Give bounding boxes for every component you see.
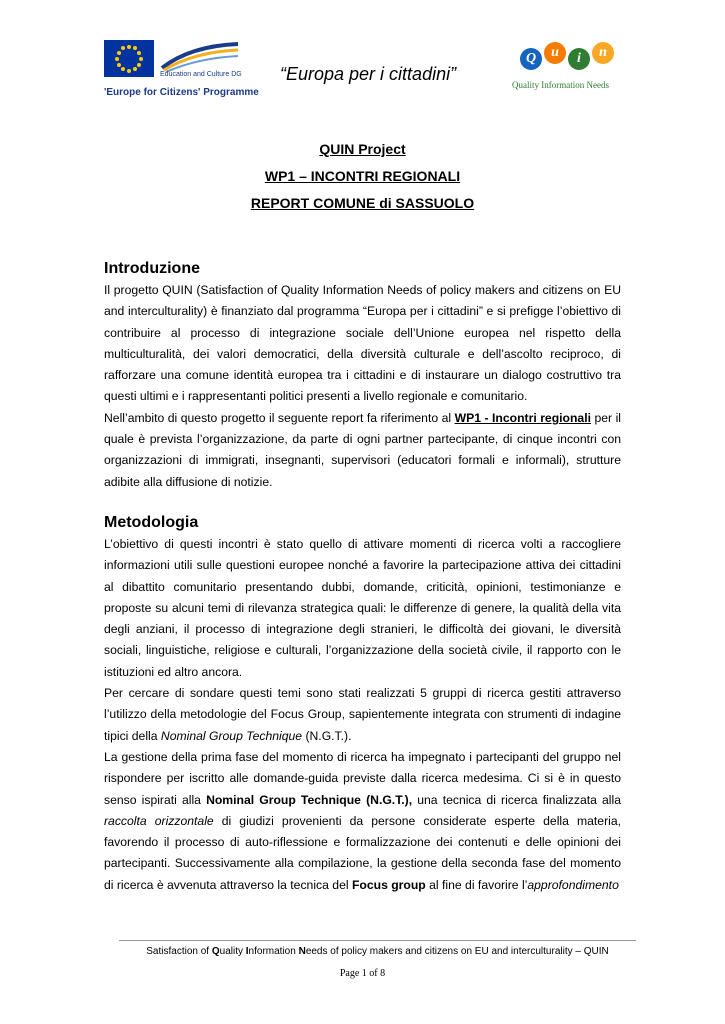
- page-header: [0, 0, 725, 110]
- eu-star-icon: [139, 57, 143, 61]
- eu-star-icon: [137, 51, 141, 55]
- eu-star-icon: [127, 45, 131, 49]
- title-line-3: REPORT COMUNE di SASSUOLO: [250, 195, 475, 211]
- footer-q: Q: [211, 946, 220, 957]
- method-p2-text-b: (N.G.T.).: [302, 728, 352, 743]
- eu-star-icon: [115, 57, 119, 61]
- eu-star-icon: [127, 69, 131, 73]
- footer-text-b: uality: [219, 946, 246, 957]
- quin-letter-u: u: [544, 42, 566, 64]
- method-p2-emphasis: Nominal Group Technique: [160, 728, 303, 743]
- method-heading: Metodologia: [104, 513, 199, 531]
- eu-dg-label: Education and Culture DG: [160, 71, 242, 78]
- method-paragraph-2: [104, 683, 621, 747]
- method-p3-text-a: La gestione della prima fase del momento di ricerca ha impegnato i partecipanti del gruppo nel rispondere per iscritto alle domande-guida previste dalla ricerca medesima. Ci si è in questo senso ispirati alla: [104, 749, 621, 807]
- intro-paragraph-2: [104, 408, 621, 493]
- document-body: [104, 258, 621, 896]
- education-culture-swoosh-icon: [160, 42, 240, 72]
- page-footer: [119, 940, 636, 957]
- method-p3-text-c: di giudizi provenienti da persone considerate esperte della materia, favorendo il processo di auto-riflessione e formalizzazione dei contenuti e delle opinioni dei partecipanti. Successivamente alla compilazione, la gestione della seconda fase del momento di ricerca è avvenuta attraverso la tecnica del: [104, 813, 621, 892]
- footer-text-a: Satisfaction of: [146, 946, 212, 957]
- eu-star-icon: [117, 51, 121, 55]
- document-title: [0, 136, 725, 217]
- eu-programme-label: 'Europe for Citizens' Programme: [104, 87, 259, 98]
- intro-p2-text-a: Nell’ambito di questo progetto il seguente report fa riferimento al: [104, 410, 455, 425]
- quin-tagline: Quality Information Needs: [512, 80, 609, 90]
- method-p3-strong: Nominal Group Technique (N.G.T.),: [206, 792, 413, 807]
- title-line-2: WP1 – INCONTRI REGIONALI: [264, 168, 461, 184]
- footer-text-d: eeds of policy makers and citizens on EU and interculturality – QUIN: [305, 946, 609, 957]
- method-p3-strong-2: Focus group: [351, 877, 426, 892]
- header-title: “Europa per i cittadini”: [280, 64, 457, 84]
- method-paragraph-1: L’obiettivo di questi incontri è stato quello di attivare momenti di ricerca volti a raccogliere informazioni utili sulle questioni europee nonché a favorire la partecipazione attiva dei cittadini al dibattito comunitario presentando dubbi, domande, criticità, opinioni, testimonianze e proposte su alcuni temi di rilevanza strategica quali: le differenze di genere, la qualità della vita degli anziani, il processo di integrazione degli stranieri, le difficoltà dei giovani, le diversità sociali, linguistiche, religiose e culturali, l’organizzazione della società civile, il rapporto con le istituzioni ed altro ancora.: [104, 536, 621, 679]
- intro-p2-text-b: per il quale è prevista l’organizzazione, da parte di ogni partner partecipante, di cinque incontri con organizzazioni di immigrati, insegnanti, supervisori (educatori formali e informali), strutture adibite alla diffusione di notizie.: [104, 410, 621, 489]
- eu-flag-icon: [104, 40, 154, 77]
- eu-logo: [104, 40, 259, 102]
- eu-star-icon: [121, 46, 125, 50]
- quin-logo: [512, 40, 622, 100]
- footer-n: N: [298, 946, 306, 957]
- title-line-1: QUIN Project: [319, 141, 406, 157]
- eu-star-icon: [137, 63, 141, 67]
- method-p2-text-a: Per cercare di sondare questi temi sono stati realizzati 5 gruppi di ricerca gestiti attraverso l’utilizzo della metodologie del Focus Group, sapientemente integrata con strumenti di indagine tipici della: [104, 686, 621, 743]
- footer-text-c: nformation: [248, 946, 299, 957]
- quin-letter-i: i: [568, 48, 590, 70]
- method-p3-emphasis: raccolta orizzontale: [104, 813, 214, 828]
- eu-star-icon: [117, 63, 121, 67]
- method-paragraph-3: [104, 747, 621, 896]
- method-p3-text-b: una tecnica di ricerca finalizzata alla: [412, 792, 621, 807]
- eu-star-icon: [121, 67, 125, 71]
- method-p3-emphasis-2: approfondimento: [527, 877, 619, 892]
- intro-heading: Introduzione: [104, 260, 200, 277]
- quin-letter-n: n: [592, 42, 614, 64]
- quin-letter-q: Q: [520, 48, 542, 70]
- wp1-link[interactable]: WP1 - Incontri regionali: [454, 410, 591, 425]
- eu-star-icon: [133, 46, 137, 50]
- eu-star-icon: [133, 67, 137, 71]
- footer-i: I: [245, 946, 249, 957]
- method-p3-text-d: al fine di favorire l’: [425, 877, 528, 892]
- page-number: Page 1 of 8: [339, 968, 386, 979]
- intro-paragraph-1: Il progetto QUIN (Satisfaction of Quality Information Needs of policy makers and citizens on EU and interculturality) è finanziato dal programma “Europa per i cittadini” e si prefigge l’obiettivo di contribuire al processo di integrazione sociale dell’Unione europea nel rispetto della multiculturalità, dei valori democratici, della diversità culturale e dell’ascolto reciproco, di rafforzare una comune identità europea tra i cittadini e di instaurare un dialogo costruttivo tra questi ultimi e i rappresentanti politici presenti a livello regionale e comunitario.: [104, 283, 621, 404]
